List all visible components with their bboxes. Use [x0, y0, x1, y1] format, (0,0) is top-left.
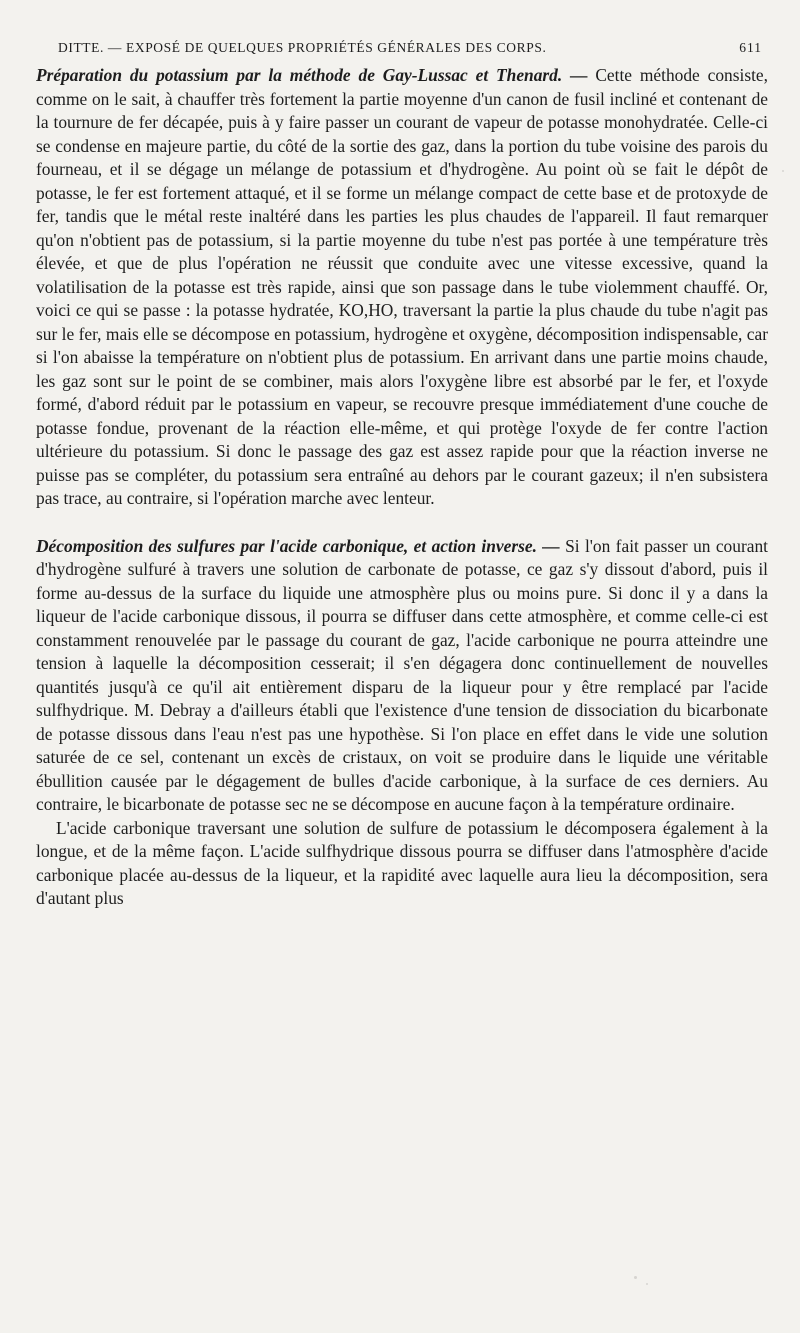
section-spacer — [36, 511, 768, 535]
section-title-potassium: Préparation du potassium par la méthode de Gay-Lussac et Thenard. — — [36, 65, 588, 85]
scan-speck — [646, 1283, 648, 1285]
book-page — [36, 40, 768, 911]
page-number: 611 — [739, 40, 762, 55]
paragraph-body: L'acide carbonique traversant une solution de sulfure de potassium le décomposera également à la longue, et de la même façon. L'acide sulfhydrique dissous pourra se diffuser dans l'atmosphère d'acide carbonique placée au-dessus de la liqueur, et la rapidité avec laquelle aura lieu la décomposition, sera d'autant plus — [36, 817, 768, 908]
running-title: DITTE. — EXPOSÉ DE QUELQUES PROPRIÉTÉS GÉNÉRALES DES CORPS. — [58, 40, 547, 55]
scan-speck — [634, 1276, 637, 1279]
paragraph-body: Cette méthode consiste, comme on le sait, à chauffer très fortement la partie moyenne d'un canon de fusil incliné et contenant de la tournure de fer décapée, puis à y faire passer un courant de vapeur de potasse monohydratée. Celle-ci se condense en majeure partie, du côté de la sortie des gaz, dans la portion du tube voisine des parois du fourneau, et il se dégage un mélange de potassium et d'hydrogène. Au point où se fait le dépôt de potasse, le fer est fortement attaqué, et il se forme un mélange compact de cette base et de protoxyde de fer, tandis que le métal reste inaltéré dans les parties les plus chaudes de l'appareil. Il faut remarquer qu'on n'obtient pas de potassium, si la partie moyenne du tube n'est pas portée à une température très élevée, et que de plus l'opération ne réussit que conduite avec une vitesse excessive, quand la volatilisation de la potasse est très rapide, ainsi que son passage dans le tube violemment chauffé. Or, voici ce qui se passe : la potasse hydratée, KO,HO, traversant la partie la plus chaude du tube n'agit pas sur le fer, mais elle se décompose en potassium, hydrogène et oxygène, décomposition indispensable, car si l'on abaisse la température on n'obtient plus de potassium. En arrivant dans une partie moins chaude, les gaz sont sur le point de se combiner, mais alors l'oxygène libre est absorbé par le fer, et l'oxyde formé, d'abord réduit par le potassium en vapeur, se recouvre presque immédiatement d'une couche de potasse fondue, provenant de la réaction elle-même, et qui protège l'oxyde de fer contre l'action ultérieure du potassium. Si donc le passage des gaz est assez rapide pour que la réaction inverse ne puisse pas se compléter, du potassium sera entraîné au dehors par le courant gazeux; il n'en subsistera pas trace, au contraire, si l'opération marche avec lenteur. — [36, 65, 768, 508]
section-title-sulfides: Décomposition des sulfures par l'acide carbonique, et action inverse. — — [36, 535, 560, 556]
running-header — [36, 40, 768, 56]
paragraph-carbonic-acid — [36, 817, 768, 911]
paragraph-sulfide-decomposition — [36, 535, 768, 817]
paragraph-body: Si l'on fait passer un courant d'hydrogène sulfuré à travers une solution de carbonate de potasse, ce gaz s'y dissout d'abord, puis il forme au-dessus de la surface du liquide une atmosphère plus ou moins pure. Si donc il y a dans la liqueur de l'acide carbonique dissous, il pourra se diffuser dans cette atmosphère, et comme celle-ci est constamment renouvelée par le passage du courant de gaz, l'acide carbonique ne pourra atteindre une tension à laquelle la décomposition cesserait; il s'en dégagera donc continuellement de nouvelles quantités jusqu'à ce qu'il ait entièrement disparu de la liqueur pour y être remplacé par l'acide sulfhydrique. M. Debray a d'ailleurs établi que l'existence d'une tension de dissociation du bicarbonate de potasse dissous dans l'eau n'est pas une hypothèse. Si l'on place en effet dans le vide une solution saturée de ce sel, contenant un excès de cristaux, on voit se produire dans le liquide une véritable ébullition causée par le dégagement de bulles d'acide carbonique, à la surface de ces derniers. Au contraire, le bicarbonate de potasse sec ne se décompose en aucune façon à la température ordinaire. — [36, 535, 768, 814]
paragraph-potassium-preparation — [36, 64, 768, 511]
scan-speck — [782, 170, 784, 172]
